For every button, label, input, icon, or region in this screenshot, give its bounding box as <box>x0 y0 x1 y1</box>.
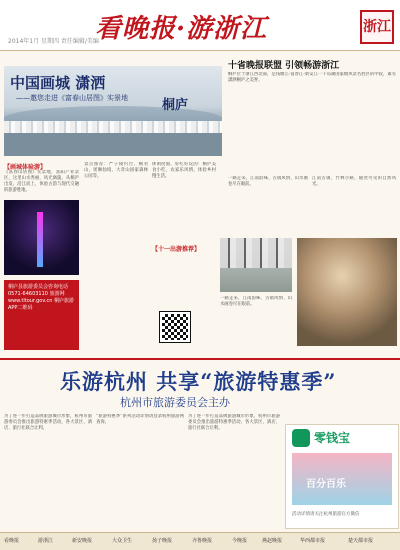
partner-logo: 游浙江 <box>38 538 54 544</box>
masthead-title: 看晚报·游浙江 <box>95 14 268 44</box>
village-houses <box>220 238 292 268</box>
partner-logo: 华西都市报 <box>300 538 326 544</box>
lower-text-3: 为了进一步打造品牌旅游城市形象，杭州市旅游委员会推出旅游特惠季活动，各大景区、酒店、旅行社联合让利。 <box>188 414 280 431</box>
photo-caption: 一路走来，江南韵味、古镇风情、山水画卷尽在眼前。 <box>220 296 292 307</box>
top-right-headline: 十省晚报联盟 引领畅游浙江 <box>228 61 340 71</box>
col1-text: 《富春山居图》实景地，富阳产业景区，这里山水秀丽，风光旖旎。从桐庐出发，沿江而上，体验古韵与现代交融的旅游胜地。 <box>4 170 79 193</box>
partner-logo: 新安晚报 <box>72 538 93 544</box>
intro-text-3: 江南古镇、竹林小路，随处可见的自然风光。 <box>312 176 396 187</box>
ad-footnote: 活动详情请关注杭州旅游官方微信 <box>292 512 360 517</box>
partner-logo: 扬子晚报 <box>152 538 173 544</box>
hero-image <box>4 66 222 156</box>
masthead <box>0 0 400 50</box>
partner-logo: 今晚报 <box>232 538 248 544</box>
divider <box>0 50 400 51</box>
qr-code[interactable] <box>160 312 190 342</box>
ad-brand: 零钱宝 <box>314 431 351 445</box>
col3-text: 休闲度假，好吃好玩的：桐庐美食小吃、农家乐风情，体验乡村慢生活。 <box>152 162 216 179</box>
contact-text: 桐庐县旅游委员会咨询电话 0571-64603110 旅游网 www.tltour.gov.cn 桐庐旅游APP二维码 <box>8 284 75 311</box>
city-skyline <box>4 121 222 133</box>
section-banner <box>0 358 400 412</box>
contact-box <box>4 280 79 350</box>
banner-subhead: 杭州市旅游委员会主办 <box>120 396 230 409</box>
masthead-stamp: 浙江 <box>360 10 394 44</box>
river <box>4 133 222 156</box>
recommend-title: 【十一出游推荐】 <box>152 246 201 253</box>
hero-title: 中国画城 潇洒 <box>10 74 106 92</box>
lower-text-1: 为了进一步打造品牌旅游城市形象，杭州市旅游委员会推出旅游特惠季活动，各大景区、酒店、旅行社联合让利。 <box>4 414 92 431</box>
elder-photo <box>297 238 397 346</box>
advertisement[interactable] <box>285 424 399 529</box>
lower-text-2: “旅游特惠季”系列活动详情请登录杭州旅游网查询。 <box>96 414 184 425</box>
banner-headline: 乐游杭州 共享“旅游特惠季” <box>60 369 337 394</box>
masthead-subline: 2014年1月 星期四 责任编辑/美编 <box>8 38 99 45</box>
col2-text: 景点推荐：严子陵钓台、桐君山、瑶琳仙境、大奇山国家森林公园等。 <box>84 162 148 179</box>
ad-slogan: 百分百乐 <box>306 479 346 490</box>
night-photo <box>4 200 79 275</box>
tower <box>37 212 43 267</box>
partner-logo: 看晚报 <box>4 538 20 544</box>
partner-logo: 齐鲁晚报 <box>192 538 213 544</box>
hero-place: 桐庐 <box>162 98 189 113</box>
hero-subtitle: ——邀您走进《富春山居图》实景地 <box>16 94 128 102</box>
partner-logo: 燕赵晚报 <box>262 538 283 544</box>
intro-text-2: 一路走来，江南韵味、古镇风情、山水画卷尽在眼前。 <box>228 176 308 187</box>
ad-scene <box>292 453 392 505</box>
partner-logo: 楚天都市报 <box>348 538 374 544</box>
intro-text: 桐庐位于浙江西北部，是钱塘江-富春江-新安江一千岛湖国家级风景名胜区的中段，素有潇洒桐庐之美誉。 <box>228 72 396 83</box>
partner-strip <box>0 532 400 550</box>
brand-logo-icon <box>292 429 310 447</box>
partner-logo: 大众卫生 <box>112 538 133 544</box>
section-title: 【画城体验游】 <box>4 164 47 171</box>
